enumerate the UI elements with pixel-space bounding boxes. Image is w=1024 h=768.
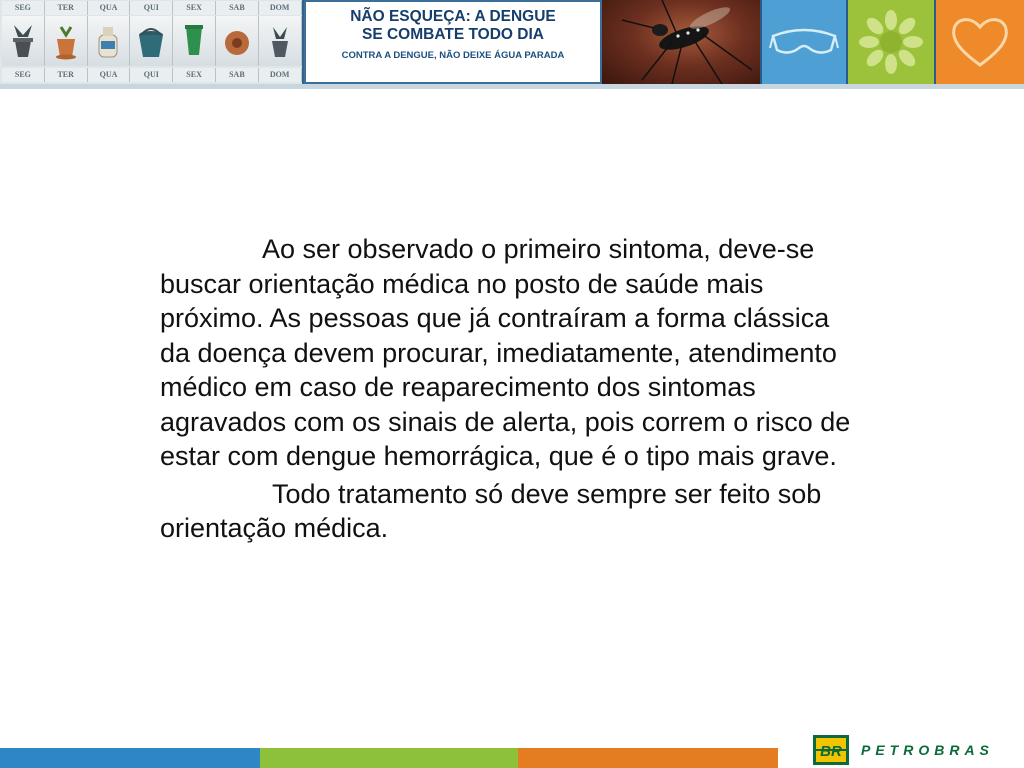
goggles-panel xyxy=(762,0,846,84)
header-banner xyxy=(0,0,1024,84)
container-icons-row xyxy=(2,16,302,66)
campaign-title-line: SE COMBATE TODO DIA xyxy=(362,26,544,43)
weekday-row-top xyxy=(2,1,302,15)
weekday-label: QUA xyxy=(88,1,131,15)
bottle-icon xyxy=(88,16,131,66)
brand-name: PETROBRAS xyxy=(861,742,994,758)
campaign-subtitle: CONTRA A DENGUE, NÃO DEIXE ÁGUA PARADA xyxy=(341,50,565,61)
sunflower-panel xyxy=(848,0,934,84)
campaign-title-line: NÃO ESQUEÇA: A DENGUE xyxy=(350,8,556,25)
footer-stripe-green xyxy=(260,748,518,768)
body-paragraph: Todo tratamento só deve sempre ser feito sob orientação médica. xyxy=(160,478,822,543)
weekday-label: QUI xyxy=(130,1,173,15)
petrobras-logo xyxy=(813,734,1003,766)
heart-icon xyxy=(950,15,1010,69)
footer-stripe-orange xyxy=(518,748,778,768)
weekday-label: DOM xyxy=(259,68,302,82)
mosquito-photo xyxy=(602,0,760,84)
tire-icon xyxy=(216,16,259,66)
banner-divider xyxy=(0,84,1024,89)
weekday-label: SEG xyxy=(2,1,45,15)
weekday-label: DOM xyxy=(259,1,302,15)
weekday-label: SAB xyxy=(216,1,259,15)
vase-icon xyxy=(173,16,216,66)
campaign-message-box xyxy=(304,0,602,84)
bucket-icon xyxy=(130,16,173,66)
mosquito-icon xyxy=(602,0,760,84)
weekday-label: SEX xyxy=(173,68,216,82)
campaign-title xyxy=(306,8,600,44)
sunflower-icon xyxy=(859,10,923,74)
br-logo-letters: BR xyxy=(820,743,842,760)
weekday-label: TER xyxy=(45,68,88,82)
safety-goggles-icon xyxy=(769,22,839,62)
footer-stripe-blue xyxy=(0,748,260,768)
weekday-label: QUI xyxy=(130,68,173,82)
heart-panel xyxy=(936,0,1024,84)
weekday-label: TER xyxy=(45,1,88,15)
weekday-label: SEX xyxy=(173,1,216,15)
weekly-calendar-strip xyxy=(0,0,304,84)
plant-pot-icon xyxy=(2,16,45,66)
flower-pot-icon xyxy=(45,16,88,66)
weekday-label: SAB xyxy=(216,68,259,82)
weekday-label: SEG xyxy=(2,68,45,82)
weekday-row-bottom xyxy=(2,68,302,82)
plant-icon xyxy=(259,16,302,66)
br-logo-icon xyxy=(813,735,849,765)
weekday-label: QUA xyxy=(88,68,131,82)
body-paragraph: Ao ser observado o primeiro sintoma, deve-se buscar orientação médica no posto de saúde mais próximo. As pessoas que já contraíram a forma clássica da doença devem procurar, imediatamente, atendimento médico em caso de reaparecimento dos sintomas agravados com os sinais de alerta, pois correm o risco de estar com dengue hemorrágica, que é o tipo mais grave. xyxy=(160,234,851,471)
slide-body-text xyxy=(160,232,860,546)
